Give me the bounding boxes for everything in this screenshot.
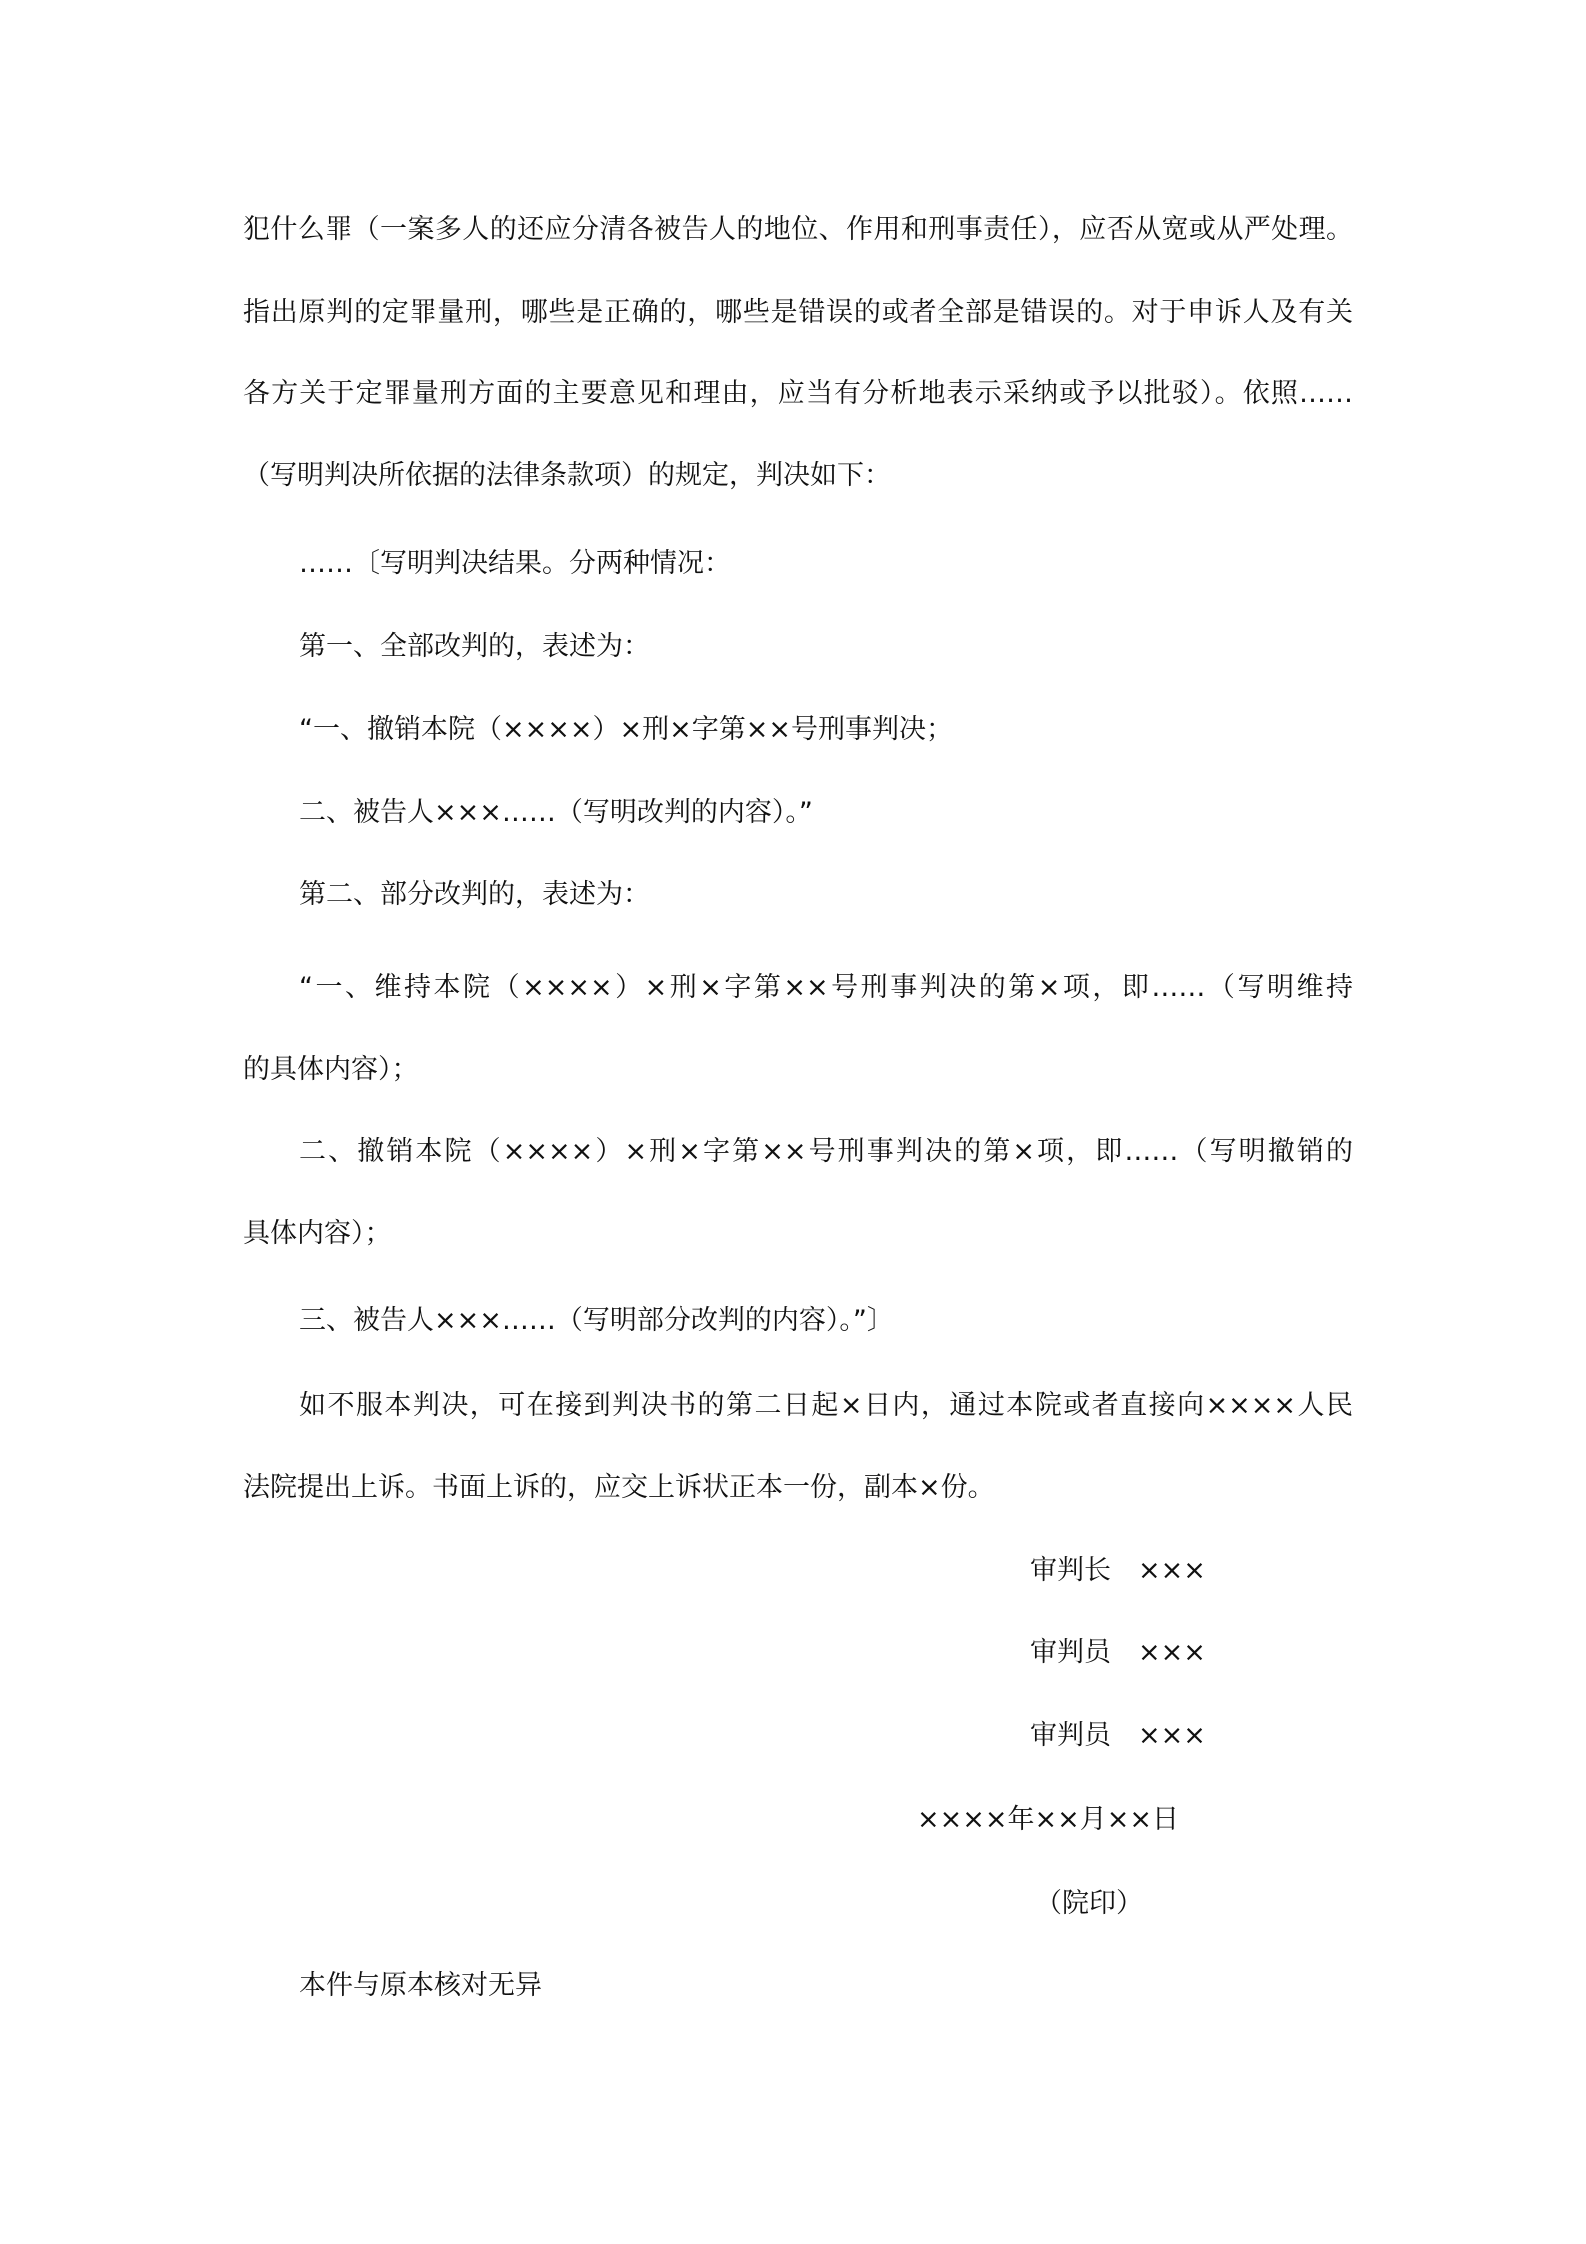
paragraph-line: 法院提出上诉。书面上诉的，应交上诉状正本一份，副本×份。 <box>243 1472 995 1503</box>
chief-judge-signature: 审判长 ××× <box>1030 1555 1206 1586</box>
paragraph-line: 第一、全部改判的，表述为： <box>299 631 650 662</box>
judgment-date: ××××年××月××日 <box>917 1804 1179 1835</box>
paragraph-line: 二、撤销本院（××××）×刑×字第××号刑事判决的第×项，即……（写明撤销的 <box>299 1136 1353 1167</box>
paragraph-line: 二、被告人×××……（写明改判的内容）。” <box>299 797 813 828</box>
paragraph-line: （写明判决所依据的法律条款项）的规定，判决如下： <box>243 460 891 491</box>
judge-signature: 审判员 ××× <box>1030 1720 1206 1751</box>
paragraph-line: “一、维持本院（××××）×刑×字第××号刑事判决的第×项，即……（写明维持 <box>299 972 1353 1003</box>
paragraph-line: 如不服本判决，可在接到判决书的第二日起×日内，通过本院或者直接向××××人民 <box>299 1390 1353 1421</box>
paragraph-line: 犯什么罪（一案多人的还应分清各被告人的地位、作用和刑事责任），应否从宽或从严处理。 <box>243 214 1353 245</box>
paragraph-line: 具体内容）； <box>243 1218 392 1249</box>
paragraph-line: 各方关于定罪量刑方面的主要意见和理由，应当有分析地表示采纳或予以批驳）。依照…… <box>243 378 1353 409</box>
certification-note: 本件与原本核对无异 <box>299 1970 542 2001</box>
paragraph-line: 的具体内容）； <box>243 1054 419 1085</box>
paragraph-line: 指出原判的定罪量刑，哪些是正确的，哪些是错误的或者全部是错误的。对于申诉人及有关 <box>243 297 1353 328</box>
paragraph-line: “一、撤销本院（××××）×刑×字第××号刑事判决； <box>299 714 953 745</box>
judge-signature: 审判员 ××× <box>1030 1637 1206 1668</box>
paragraph-line: 第二、部分改判的，表述为： <box>299 879 650 910</box>
paragraph-line: 三、被告人×××……（写明部分改判的内容）。”〕 <box>299 1305 894 1336</box>
paragraph-line: ……〔写明判决结果。分两种情况： <box>299 548 731 579</box>
court-seal: （院印） <box>1035 1888 1143 1919</box>
